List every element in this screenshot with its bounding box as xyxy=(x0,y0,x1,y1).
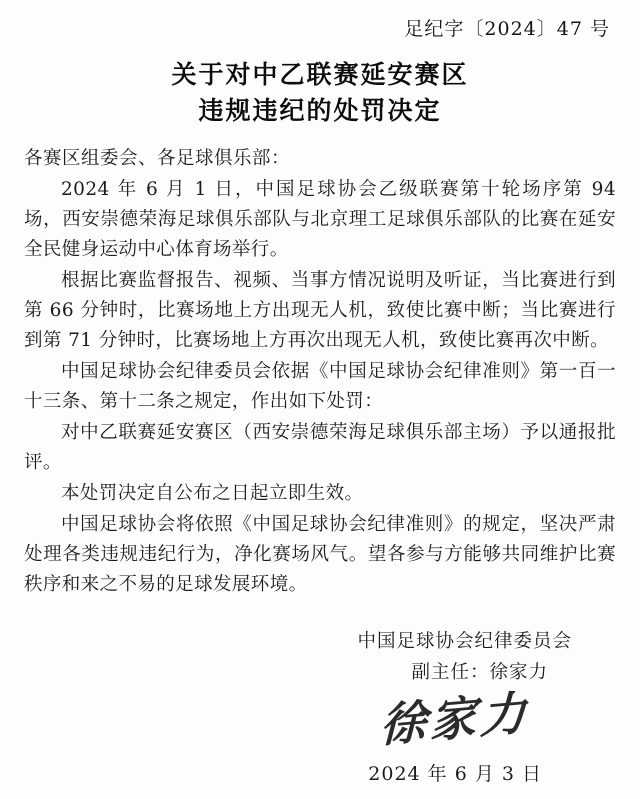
body-paragraph-1: 2024 年 6 月 1 日，中国足球协会乙级联赛第十轮场序第 94 场，西安崇德荣海足球俱乐部队与北京理工足球俱乐部队的比赛在延安全民健身运动中心体育场举行。 xyxy=(24,179,616,261)
body-paragraph-3: 中国足球协会纪律委员会依据《中国足球协会纪律准则》第一百一十三条、第十二条之规定，作出如下处罚： xyxy=(24,361,616,413)
handwritten-signature: 徐家力 xyxy=(379,685,531,753)
body-paragraph-6: 中国足球协会将依照《中国足球协会纪律准则》的规定，坚决严肃处理各类违规违纪行为，净化赛场风气。望各参与方能够共同维护比赛秩序和来之不易的足球发展环境。 xyxy=(24,514,616,596)
page-title xyxy=(24,57,616,130)
handwritten-signature-area xyxy=(24,683,616,757)
signature-date: 2024 年 6 月 3 日 xyxy=(368,762,542,785)
signing-organization: 中国足球协会纪律委员会 xyxy=(357,631,572,653)
body-paragraph-5: 本处罚决定自公布之日起立即生效。 xyxy=(61,483,364,505)
salutation: 各赛区组委会、各足球俱乐部： xyxy=(24,147,291,169)
signing-officer: 副主任：徐家力 xyxy=(411,662,548,684)
document-number: 足纪字〔2024〕47 号 xyxy=(404,18,610,40)
title-line-2: 违规违纪的处罚决定 xyxy=(198,96,442,126)
body-paragraph-2: 根据比赛监督报告、视频、当事方情况说明及听证，当比赛进行到第 66 分钟时，比赛场地上方出现无人机，致使比赛中断；当比赛进行到第 71 分钟时，比赛场地上方再次出现无人机，致使比赛再次中断。 xyxy=(24,270,616,352)
body-paragraph-4: 对中乙联赛延安赛区（西安崇德荣海足球俱乐部主场）予以通报批评。 xyxy=(24,422,616,474)
title-line-1: 关于对中乙联赛延安赛区 xyxy=(171,60,469,89)
